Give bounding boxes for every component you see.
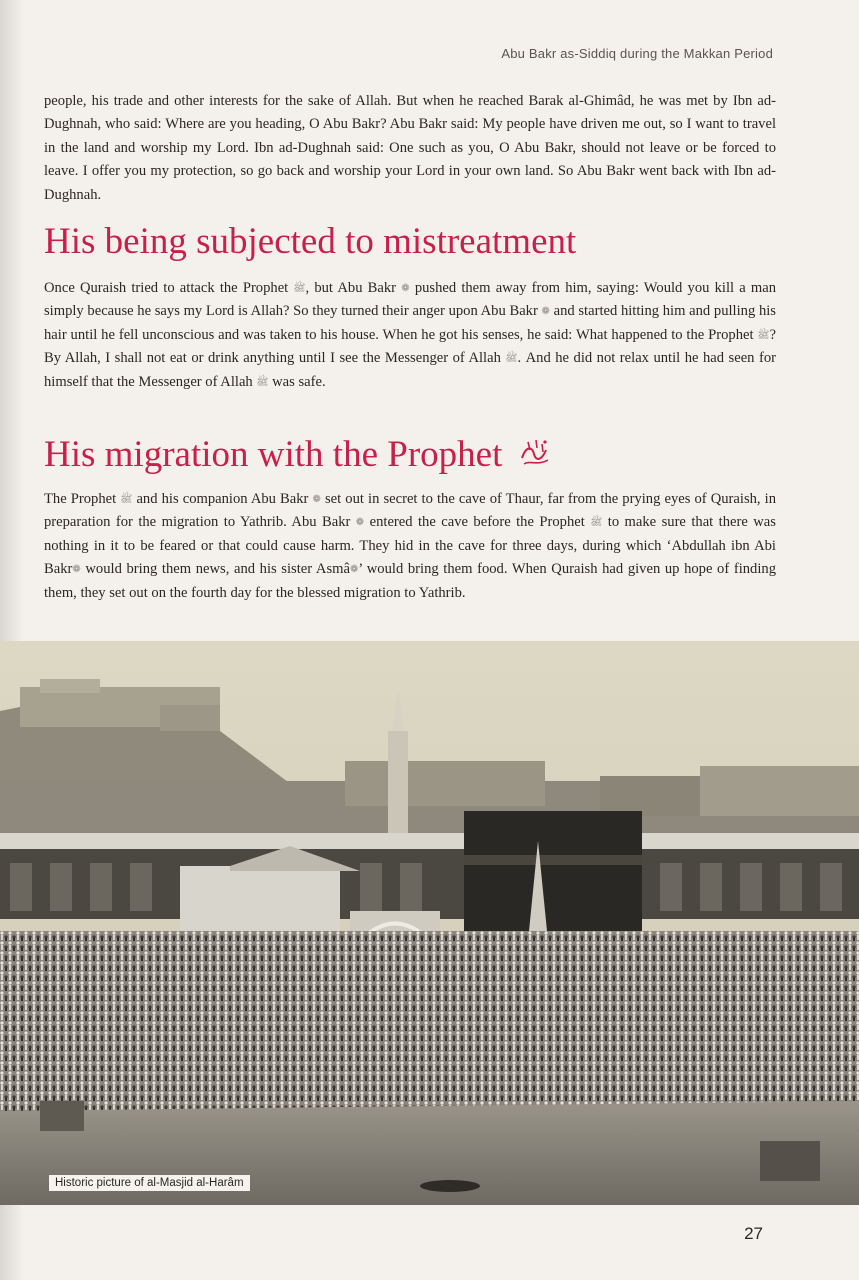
text-segment: was safe. xyxy=(272,373,326,390)
honorific-ra-icon: ❁ xyxy=(355,517,365,529)
intro-paragraph: people, his trade and other interests for the sake of Allah. But when he reached Barak al-Ghimâd, he was met by Ibn ad-Dughnah, who said: Where are you heading, O Abu Bakr? Abu Bakr said: My people have driven me out, so I want to travel in the land and worship my Lord. Ibn ad-Dughnah said: One such as you, O Abu Bakr, should not leave or be forced to leave. I offer you my protection, so go back and worship your Lord in your own land. So Abu Bakr went back with Ibn ad-Dughnah. xyxy=(44,93,776,203)
page-number: 27 xyxy=(744,1224,763,1243)
photo-illustration xyxy=(0,641,859,1205)
calligraphy-saw-icon xyxy=(518,436,552,470)
text-segment: Once Quraish tried to attack the Prophet xyxy=(44,280,289,296)
text-segment: , but Abu Bakr xyxy=(305,280,397,296)
text-segment: and started hitting him and pulling his hair until he fell unconscious and was taken to his house. When he got his senses, he said: What happened to the Prophet xyxy=(44,303,776,343)
photo-caption: Historic picture of al-Masjid al-Harâm xyxy=(49,1175,250,1191)
honorific-saw-icon: ﷺ xyxy=(256,376,269,388)
honorific-ra-icon: ❁ xyxy=(401,283,410,294)
text-segment: ? By Allah, I shall not eat or drink anything until I see the Messenger of Allah xyxy=(44,326,776,367)
honorific-saw-icon: ﷺ xyxy=(293,283,306,294)
text-segment: to make sure that there was nothing in it to be feared or that could cause harm. They hid in the cave for three days, during which ‘Abdullah ibn Abi Bakr xyxy=(44,514,776,578)
heading-migration xyxy=(44,434,552,476)
historic-photo-masjid-al-haram xyxy=(0,641,859,1205)
text-segment: pushed them away from him, saying: Would you kill a man simply because he says my Lord is Allah? So they turned their anger upon Abu Bakr xyxy=(44,280,777,320)
paragraph-mistreatment xyxy=(44,277,776,394)
running-header: Abu Bakr as-Siddiq during the Makkan Period xyxy=(501,46,773,61)
text-segment: set out in secret to the cave of Thaur, far from the prying eyes of Quraish, in preparation for the migration to Yathrib. Abu Bakr xyxy=(44,491,777,531)
honorific-saw-icon: ﷺ xyxy=(120,494,133,505)
text-segment: ’ would bring them food. When Quraish had given up hope of finding them, they set out on the fourth day for the blessed migration to Yathrib. xyxy=(44,561,776,601)
honorific-ra-icon: ❁ xyxy=(349,564,359,576)
honorific-ra-icon: ❁ xyxy=(72,564,81,576)
honorific-ra-icon: ❁ xyxy=(541,306,550,318)
text-segment: The Prophet xyxy=(44,491,117,507)
text-segment: would bring them news, and his sister Asmâ xyxy=(85,561,350,578)
honorific-ra-icon: ❁ xyxy=(312,494,321,505)
text-segment: entered the cave before the Prophet xyxy=(369,514,585,531)
text-segment: and his companion Abu Bakr xyxy=(136,491,309,507)
heading-migration-text: His migration with the Prophet xyxy=(44,434,503,475)
text-segment: . And he did not relax until he had seen for himself that the Messenger of Allah xyxy=(44,350,776,390)
honorific-saw-icon: ﷺ xyxy=(505,353,518,365)
paragraph-migration xyxy=(44,488,776,605)
heading-mistreatment: His being subjected to mistreatment xyxy=(44,221,577,262)
honorific-saw-icon: ﷺ xyxy=(590,517,603,529)
honorific-saw-icon: ﷺ xyxy=(757,329,770,341)
